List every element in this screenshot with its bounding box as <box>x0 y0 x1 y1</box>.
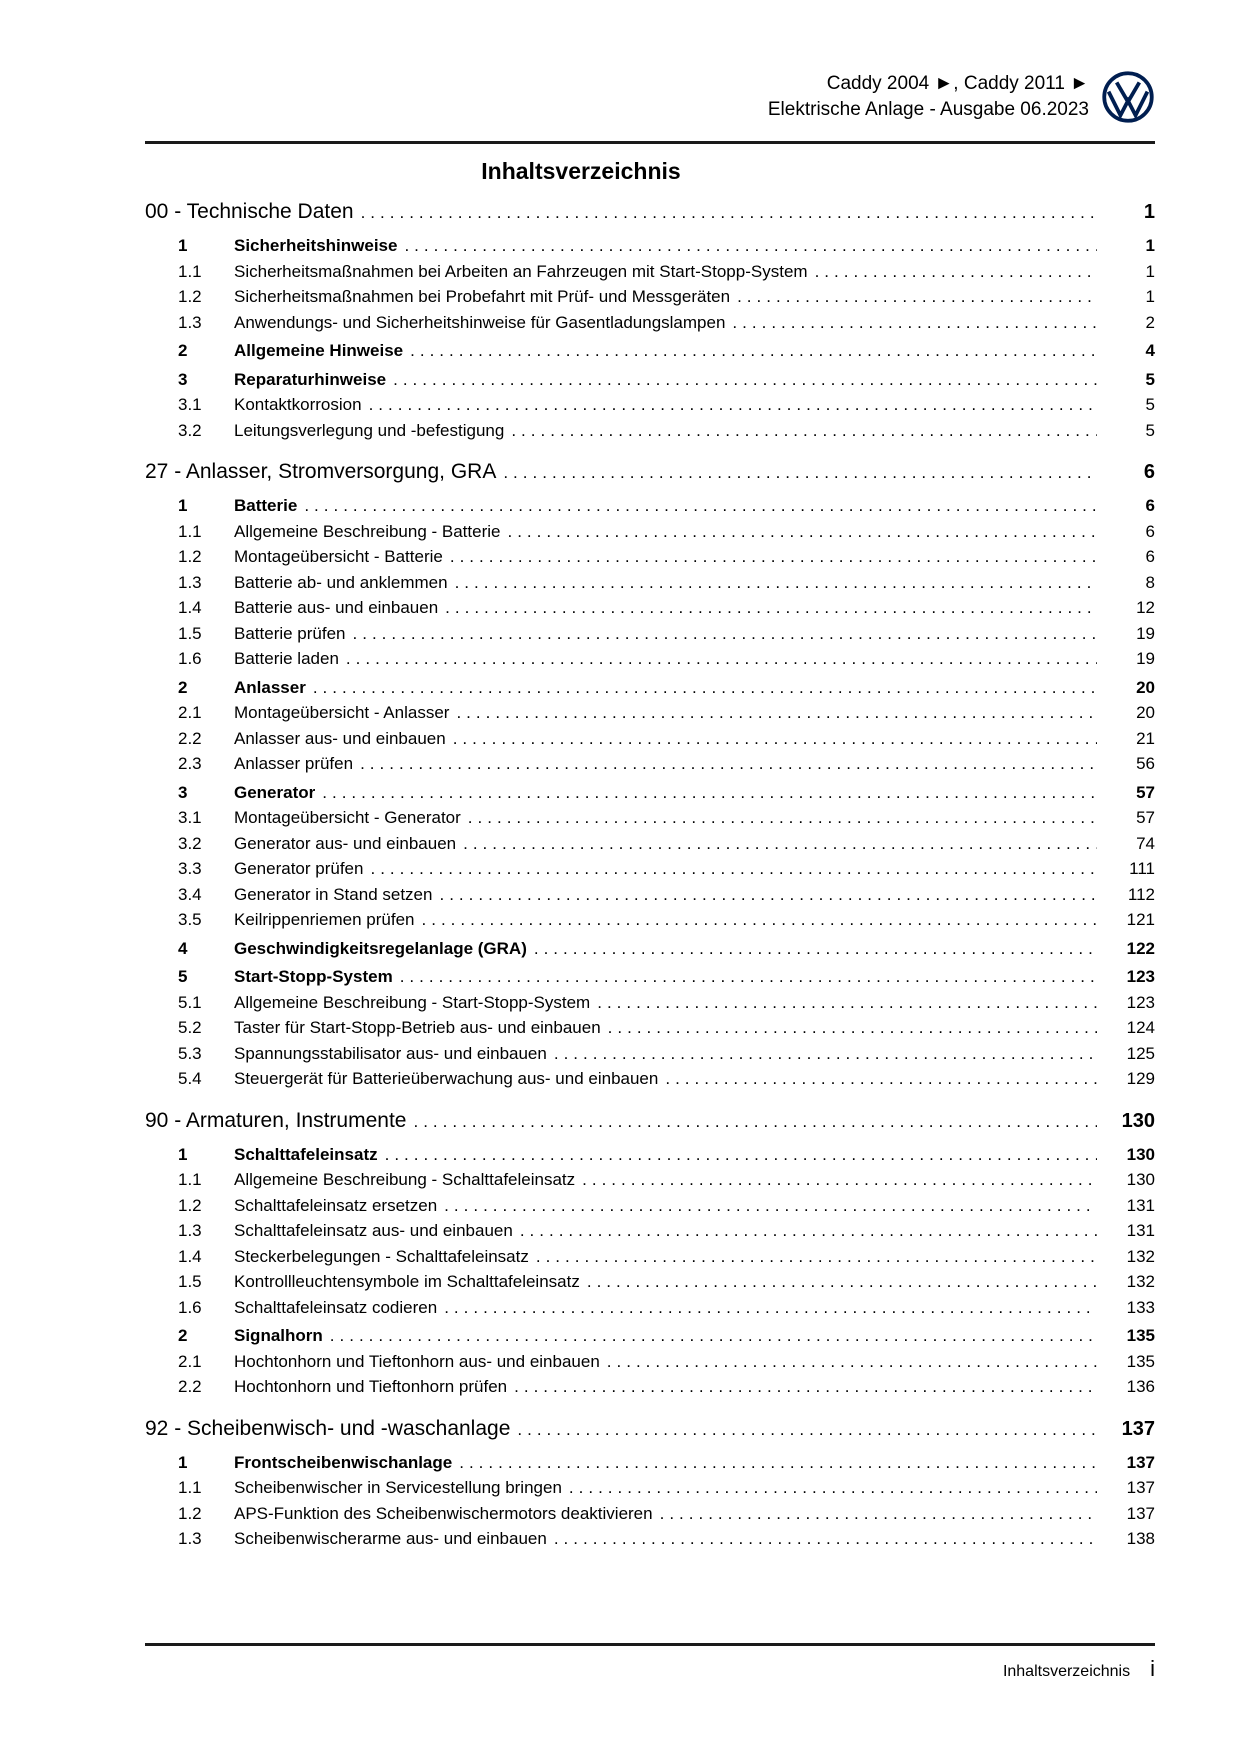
footer-divider <box>145 1643 1155 1646</box>
toc-entry-title: Allgemeine Beschreibung - Batterie <box>234 521 501 541</box>
toc-dot-leader <box>658 1069 1097 1089</box>
toc-page-number: 19 <box>1136 649 1155 668</box>
toc-dot-leader <box>297 496 1097 516</box>
toc-entry-row <box>145 236 1155 262</box>
toc-entry-row <box>145 1529 1155 1555</box>
toc-entry-title: Schalttafeleinsatz codieren <box>234 1297 438 1317</box>
toc-dot-leader <box>507 1377 1097 1397</box>
toc-page-number: 8 <box>1145 572 1155 592</box>
toc-entry-number: 3 <box>178 369 188 389</box>
toc-entry-row <box>145 1326 1155 1352</box>
toc-entry-row <box>145 496 1155 522</box>
toc-entry-title: Batterie aus- und einbauen <box>234 598 439 617</box>
toc-dot-leader <box>808 262 1097 282</box>
toc-dot-leader <box>397 236 1097 256</box>
toc-entry-title: Schalttafeleinsatz ersetzen <box>234 1195 438 1215</box>
toc-entry-number: 1.2 <box>178 1503 202 1523</box>
toc-list <box>145 200 1155 1555</box>
toc-entry-row <box>145 967 1155 993</box>
toc-page-number: 20 <box>1136 703 1155 722</box>
toc-dot-leader <box>456 834 1097 854</box>
toc-entry-number: 1 <box>178 1452 188 1472</box>
toc-page-number: 56 <box>1136 754 1155 773</box>
toc-page-number: 135 <box>1126 1326 1155 1345</box>
toc-dot-leader <box>496 463 1097 483</box>
toc-entry-title: Sicherheitshinweise <box>234 236 398 255</box>
toc-page-number: 131 <box>1126 1221 1155 1240</box>
toc-entry-title: Steckerbelegungen - Schalttafeleinsatz <box>234 1246 529 1266</box>
toc-dot-leader <box>403 341 1097 361</box>
toc-entry-number: 1.5 <box>178 1272 202 1291</box>
toc-entry-number: 1.6 <box>178 1297 202 1317</box>
toc-entry-number: 1.3 <box>178 1529 202 1548</box>
toc-entry-row <box>145 910 1155 936</box>
toc-entry-number: 2 <box>178 677 188 697</box>
toc-entry-number: 1.2 <box>178 547 202 566</box>
toc-entry-number: 1 <box>178 496 188 515</box>
toc-dot-leader <box>406 1112 1097 1132</box>
toc-page-number: 130 <box>1126 1170 1155 1189</box>
toc-dot-leader <box>432 885 1097 905</box>
toc-chapter-row <box>145 1109 1155 1141</box>
toc-entry-row <box>145 1221 1155 1247</box>
toc-entry-number: 2.1 <box>178 703 202 722</box>
toc-page-number: 135 <box>1126 1351 1155 1371</box>
toc-entry-title: Start-Stopp-System <box>234 967 393 986</box>
toc-entry-number: 3.1 <box>178 395 202 414</box>
toc-entry-row <box>145 573 1155 599</box>
toc-dot-leader <box>446 729 1097 749</box>
toc-dot-leader <box>306 678 1097 698</box>
toc-entry-title: Anlasser aus- und einbauen <box>234 728 446 748</box>
toc-entry-title: Keilrippenriemen prüfen <box>234 910 415 929</box>
toc-entry-number: 1.3 <box>178 1221 202 1240</box>
toc-entry-row <box>145 1069 1155 1095</box>
toc-entry-number: 3.2 <box>178 833 202 853</box>
toc-entry-row <box>145 678 1155 704</box>
toc-page-number: 5 <box>1145 395 1155 414</box>
toc-entry-title: Leitungsverlegung und -befestigung <box>234 420 505 440</box>
toc-dot-leader <box>339 649 1097 669</box>
toc-page-number: 129 <box>1126 1069 1155 1088</box>
toc-dot-leader <box>590 993 1097 1013</box>
toc-entry-title: Batterie ab- und anklemmen <box>234 572 448 592</box>
toc-page-number: 1 <box>1143 201 1155 223</box>
toc-page-number: 136 <box>1126 1377 1155 1396</box>
toc-entry-title: Scheibenwischer in Servicestellung bringen <box>234 1478 562 1497</box>
toc-entry-title: Schalttafeleinsatz aus- und einbauen <box>234 1221 513 1240</box>
toc-entry-row <box>145 1272 1155 1298</box>
toc-page-number: 12 <box>1136 598 1155 617</box>
toc-entry-number: 1.2 <box>178 287 202 306</box>
toc-entry-title: Reparaturhinweise <box>234 369 387 389</box>
toc-dot-leader <box>510 1420 1097 1440</box>
toc-dot-leader <box>500 522 1097 542</box>
toc-dot-leader <box>504 421 1097 441</box>
toc-dot-leader <box>461 808 1097 828</box>
toc-entry-row <box>145 522 1155 548</box>
toc-entry-title: Allgemeine Beschreibung - Schalttafeleinsatz <box>234 1170 576 1189</box>
toc-entry-title: Generator aus- und einbauen <box>234 833 457 853</box>
toc-entry-row <box>145 395 1155 421</box>
toc-page-number: 137 <box>1121 1417 1155 1440</box>
toc-entry-row <box>145 1196 1155 1222</box>
toc-dot-leader <box>600 1352 1097 1372</box>
toc-entry-title: Signalhorn <box>234 1326 323 1345</box>
toc-dot-leader <box>601 1018 1097 1038</box>
toc-page-number: 1 <box>1145 287 1155 306</box>
toc-page-number: 130 <box>1126 1144 1155 1164</box>
toc-entry-title: Montageübersicht - Batterie <box>234 547 443 566</box>
toc-dot-leader <box>580 1272 1097 1292</box>
toc-entry-title: Anlasser prüfen <box>234 754 354 773</box>
toc-page-number: 57 <box>1136 808 1155 827</box>
toc-dot-leader <box>562 1478 1097 1498</box>
toc-entry-number: 1.5 <box>178 623 202 643</box>
toc-dot-leader <box>353 754 1097 774</box>
toc-entry-row <box>145 624 1155 650</box>
toc-entry-title: Frontscheibenwischanlage <box>234 1452 453 1472</box>
toc-entry-number: 1.6 <box>178 649 202 668</box>
toc-dot-leader <box>443 547 1097 567</box>
toc-entry-row <box>145 1504 1155 1530</box>
toc-entry-title: Batterie prüfen <box>234 623 346 643</box>
toc-entry-title: Hochtonhorn und Tieftonhorn prüfen <box>234 1377 508 1396</box>
toc-chapter-label: 27 - Anlasser, Stromversorgung, GRA <box>145 460 497 483</box>
toc-chapter-label: 00 - Technische Daten <box>145 200 354 223</box>
toc-entry-row <box>145 1145 1155 1171</box>
toc-entry-number: 1.1 <box>178 261 202 281</box>
toc-page-number: 137 <box>1126 1503 1155 1523</box>
toc-dot-leader <box>354 203 1097 223</box>
toc-dot-leader <box>415 910 1098 930</box>
toc-dot-leader <box>362 395 1097 415</box>
toc-entry-number: 5.3 <box>178 1043 202 1063</box>
toc-dot-leader <box>547 1044 1097 1064</box>
toc-entry-row <box>145 547 1155 573</box>
toc-dot-leader <box>452 1453 1097 1473</box>
toc-entry-number: 1.1 <box>178 1478 202 1497</box>
toc-dot-leader <box>363 859 1097 879</box>
toc-entry-row <box>145 649 1155 675</box>
toc-entry-row <box>145 1247 1155 1273</box>
toc-entry-title: Scheibenwischerarme aus- und einbauen <box>234 1529 547 1548</box>
toc-entry-number: 2 <box>178 1326 188 1345</box>
toc-dot-leader <box>393 967 1097 987</box>
header-divider <box>145 141 1155 144</box>
toc-entry-row <box>145 262 1155 288</box>
toc-entry-number: 1 <box>178 236 188 255</box>
toc-dot-leader <box>547 1529 1097 1549</box>
toc-entry-row <box>145 754 1155 780</box>
toc-page-number: 6 <box>1145 521 1155 541</box>
toc-dot-leader <box>575 1170 1097 1190</box>
toc-page-number: 137 <box>1126 1452 1155 1472</box>
vw-logo-icon <box>1101 70 1155 124</box>
toc-entry-number: 2.2 <box>178 728 202 748</box>
toc-entry-number: 1.3 <box>178 312 202 332</box>
toc-chapter-row <box>145 460 1155 492</box>
toc-entry-title: Anlasser <box>234 677 306 697</box>
toc-entry-title: Hochtonhorn und Tieftonhorn aus- und einbauen <box>234 1351 600 1371</box>
toc-entry-row <box>145 313 1155 339</box>
toc-page-number: 5 <box>1145 369 1155 389</box>
toc-entry-number: 3.2 <box>178 420 202 440</box>
toc-entry-title: Montageübersicht - Generator <box>234 808 461 827</box>
toc-entry-row <box>145 598 1155 624</box>
toc-entry-number: 1.4 <box>178 598 202 617</box>
footer-section-label: Inhaltsverzeichnis <box>1002 1663 1131 1680</box>
toc-page-number: 132 <box>1126 1246 1155 1266</box>
toc-entry-row <box>145 703 1155 729</box>
toc-entry-number: 1 <box>178 1144 188 1164</box>
toc-page-number: 6 <box>1145 547 1155 566</box>
toc-chapter-label: 90 - Armaturen, Instrumente <box>145 1108 407 1132</box>
toc-entry-number: 5.4 <box>178 1069 202 1088</box>
toc-entry-title: Allgemeine Beschreibung - Start-Stopp-System <box>234 992 591 1012</box>
toc-page-number: 20 <box>1136 677 1155 697</box>
toc-entry-number: 4 <box>178 938 188 958</box>
toc-entry-number: 1.4 <box>178 1246 202 1266</box>
toc-chapter-label: 92 - Scheibenwisch- und -waschanlage <box>145 1416 511 1440</box>
toc-entry-title: Generator prüfen <box>234 859 364 878</box>
header-model-line: Caddy 2004 ►, Caddy 2011 ► <box>826 73 1089 94</box>
toc-entry-title: Generator <box>234 782 316 802</box>
toc-entry-number: 1.1 <box>178 1170 202 1189</box>
toc-dot-leader <box>730 287 1097 307</box>
toc-page-number: 19 <box>1136 623 1155 643</box>
toc-entry-number: 5 <box>178 967 188 986</box>
toc-entry-title: Spannungsstabilisator aus- und einbauen <box>234 1043 547 1063</box>
header-manual-line: Elektrische Anlage - Ausgabe 06.2023 <box>767 99 1089 120</box>
toc-page-number: 122 <box>1126 938 1155 958</box>
toc-dot-leader <box>527 939 1097 959</box>
toc-entry-row <box>145 1478 1155 1504</box>
toc-dot-leader <box>315 783 1097 803</box>
toc-entry-row <box>145 1018 1155 1044</box>
toc-entry-title: Taster für Start-Stopp-Betrieb aus- und einbauen <box>234 1018 601 1037</box>
toc-dot-leader <box>449 703 1097 723</box>
toc-entry-number: 2.1 <box>178 1351 202 1371</box>
toc-dot-leader <box>386 370 1097 390</box>
toc-entry-row <box>145 1044 1155 1070</box>
toc-dot-leader <box>346 624 1097 644</box>
toc-entry-number: 3.3 <box>178 859 202 878</box>
toc-page-number: 133 <box>1126 1297 1155 1317</box>
toc-dot-leader <box>438 598 1097 618</box>
toc-page-number: 57 <box>1136 782 1155 802</box>
toc-entry-number: 1.2 <box>178 1195 202 1215</box>
toc-page-number: 137 <box>1126 1478 1155 1497</box>
toc-page-number: 138 <box>1126 1529 1155 1548</box>
toc-dot-leader <box>725 313 1097 333</box>
toc-entry-row <box>145 1170 1155 1196</box>
toc-entry-title: APS-Funktion des Scheibenwischermotors deaktivieren <box>234 1503 653 1523</box>
toc-entry-number: 5.2 <box>178 1018 202 1037</box>
page-header <box>145 70 1155 124</box>
footer-page-number: i <box>1150 1656 1155 1681</box>
toc-entry-number: 3 <box>178 782 188 802</box>
toc-page-number: 124 <box>1126 1018 1155 1037</box>
toc-entry-number: 3.5 <box>178 910 202 929</box>
toc-dot-leader <box>378 1145 1097 1165</box>
toc-entry-row <box>145 287 1155 313</box>
toc-entry-row <box>145 808 1155 834</box>
toc-entry-row <box>145 370 1155 396</box>
toc-entry-number: 1.3 <box>178 572 202 592</box>
toc-page-number: 132 <box>1126 1272 1155 1291</box>
toc-entry-row <box>145 885 1155 911</box>
toc-dot-leader <box>529 1247 1097 1267</box>
toc-entry-title: Montageübersicht - Anlasser <box>234 703 450 722</box>
toc-page-number: 6 <box>1145 496 1155 515</box>
toc-entry-title: Steuergerät für Batterieüberwachung aus- und einbauen <box>234 1069 659 1088</box>
toc-page-number: 4 <box>1145 341 1155 360</box>
toc-entry-title: Sicherheitsmaßnahmen bei Probefahrt mit Prüf- und Messgeräten <box>234 287 731 306</box>
toc-dot-leader <box>437 1298 1097 1318</box>
toc-entry-number: 2.2 <box>178 1377 202 1396</box>
toc-entry-row <box>145 993 1155 1019</box>
toc-page-number: 74 <box>1136 833 1155 853</box>
toc-entry-row <box>145 729 1155 755</box>
toc-entry-row <box>145 939 1155 965</box>
toc-page-number: 123 <box>1126 967 1155 986</box>
toc-chapter-row <box>145 1417 1155 1449</box>
toc-entry-row <box>145 1352 1155 1378</box>
toc-entry-title: Kontaktkorrosion <box>234 395 362 414</box>
toc-page-number: 1 <box>1145 261 1155 281</box>
toc-entry-number: 5.1 <box>178 992 202 1012</box>
toc-entry-row <box>145 1377 1155 1403</box>
toc-entry-number: 3.1 <box>178 808 202 827</box>
toc-entry-title: Anwendungs- und Sicherheitshinweise für Gasentladungslampen <box>234 312 726 332</box>
toc-entry-title: Batterie laden <box>234 649 339 668</box>
toc-page-number: 123 <box>1126 992 1155 1012</box>
toc-dot-leader <box>437 1196 1097 1216</box>
toc-entry-row <box>145 341 1155 367</box>
toc-entry-number: 3.4 <box>178 884 202 904</box>
toc-page-number: 125 <box>1126 1043 1155 1063</box>
toc-page-number: 130 <box>1121 1109 1155 1132</box>
toc-entry-row <box>145 859 1155 885</box>
toc-page-number: 6 <box>1143 461 1155 483</box>
toc-entry-title: Batterie <box>234 496 298 515</box>
toc-dot-leader <box>653 1504 1097 1524</box>
toc-page-number: 111 <box>1129 859 1155 878</box>
toc-entry-title: Generator in Stand setzen <box>234 884 433 904</box>
toc-entry-row <box>145 421 1155 447</box>
toc-page-number: 2 <box>1145 312 1155 332</box>
page-title: Inhaltsverzeichnis <box>481 158 681 184</box>
header-text <box>768 71 1089 123</box>
toc-entry-title: Schalttafeleinsatz <box>234 1144 378 1164</box>
toc-chapter-row <box>145 200 1155 232</box>
page-footer <box>145 1643 1155 1682</box>
toc-entry-title: Kontrollleuchtensymbole im Schalttafeleinsatz <box>234 1272 580 1291</box>
toc-dot-leader <box>323 1326 1097 1346</box>
toc-dot-leader <box>448 573 1097 593</box>
toc-page-number: 21 <box>1136 728 1155 748</box>
toc-entry-number: 2 <box>178 341 188 360</box>
toc-page-number: 112 <box>1127 884 1155 904</box>
toc-page-number: 5 <box>1145 420 1155 440</box>
toc-page-number: 131 <box>1126 1195 1155 1215</box>
toc-entry-row <box>145 1453 1155 1479</box>
toc-entry-row <box>145 783 1155 809</box>
footer-row <box>145 1656 1155 1682</box>
toc-entry-title: Allgemeine Hinweise <box>234 341 404 360</box>
toc-page-number: 1 <box>1145 236 1155 255</box>
toc-entry-number: 1.1 <box>178 521 202 541</box>
toc-entry-title: Geschwindigkeitsregelanlage (GRA) <box>234 938 527 958</box>
toc-entry-number: 2.3 <box>178 754 202 773</box>
toc-entry-row <box>145 834 1155 860</box>
toc-entry-title: Sicherheitsmaßnahmen bei Arbeiten an Fahrzeugen mit Start-Stopp-System <box>234 261 808 281</box>
toc-page-number: 121 <box>1126 910 1155 929</box>
toc-dot-leader <box>513 1221 1097 1241</box>
toc-entry-row <box>145 1298 1155 1324</box>
